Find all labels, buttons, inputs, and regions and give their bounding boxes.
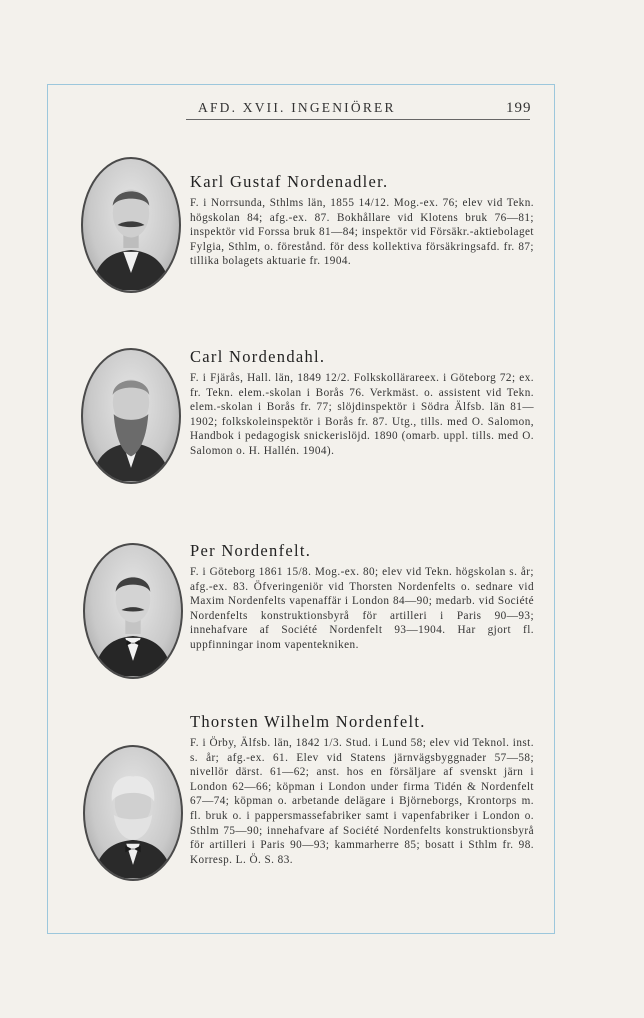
entry-thorsten-wilhelm-nordenfelt — [190, 712, 534, 867]
entry-name: Carl Nordendahl. — [190, 347, 326, 366]
entry-name: Thorsten Wilhelm Nordenfelt. — [190, 712, 426, 731]
section-title: AFD. XVII. INGENIÖRER — [198, 100, 396, 115]
entry-biography: F. i Fjärås, Hall. län, 1849 12/2. Folkskollärareex. i Göteborg 72; ex. fr. Tekn. elem.-skolan i Borås 76. Verkmäst. o. assistent vid Tekn. elem.-skolan i Borås fr. 77; slöjdinspektör i Södra Älfsb. län 81—1902; folkskoleinspektör i Borås fr. 87. Utg., tills. med O. Salomon, Handbok i pedagogisk snickerislöjd. 1890 (omarb. uppl. tills. med O. Salomon o. H. Hallén. 1904). — [190, 372, 534, 457]
portrait-thorsten-wilhelm-nordenfelt — [83, 745, 183, 881]
entry-name: Karl Gustaf Nordenadler. — [190, 172, 389, 191]
entry-biography: F. i Norrsunda, Sthlms län, 1855 14/12. Mog.-ex. 76; elev vid Tekn. högskolan 84; afg.-ex. 87. Bokhållare vid Klotens bruk 76—81; inspektör vid Forssa bruk 81—84; inspektör vid Försäkr.-aktiebolaget Fylgia, Sthlm, o. förestånd. för dess kollektiva försäkringsafd. fr. 87; tillika bolagets aktuarie fr. 1904. — [190, 197, 534, 268]
header-rule — [186, 119, 530, 120]
entry-per-nordenfelt — [190, 541, 534, 653]
page-number: 199 — [506, 100, 532, 116]
portrait-karl-gustaf-nordenadler — [81, 157, 181, 293]
portrait-image — [85, 545, 181, 677]
entry-biography: F. i Örby, Älfsb. län, 1842 1/3. Stud. i Lund 58; elev vid Teknol. inst. s. år; afg.-ex. 61. Elev vid Statens järnvägsbyggnader 57—58; nivellör därst. 61—62; anst. hos en försäljare af svenskt järn i London 62—66; köpman i London under firma Tidén & Nordenfelt 67—74; köpman o. arbetande delägare i Björneborgs, Krontorps m. fl. bruk o. i pappersmassefabriker samt i vapenfabriker i London o. Sthlm 75—90; innehafvare af Société Nordenfelts konstruktionsbyrå för artilleri i Paris 90—93; kammarherre 85; bosatt i Sthlm fr. 98. Korresp. L. Ö. S. 83. — [190, 737, 534, 866]
portrait-image — [83, 159, 179, 291]
running-header — [186, 100, 586, 120]
entry-biography: F. i Göteborg 1861 15/8. Mog.-ex. 80; elev vid Tekn. högskolan s. år; afg.-ex. 83. Öfveringeniör vid Thorsten Nordenfelts o. sednare vid Maxim Nordenfelts vapenaffär i London 84—90; medarb. vid Société Nordenfelts konstruktionsbyrå för artilleri i Paris 90—93; innehafvare af Société Nordenfelt 93—1904. Har gjort fl. uppfinningar inom vapentekniken. — [190, 566, 534, 651]
entry-karl-gustaf-nordenadler — [190, 172, 534, 269]
portrait-carl-nordendahl — [81, 348, 181, 484]
entry-name: Per Nordenfelt. — [190, 541, 312, 560]
portrait-image — [83, 350, 179, 482]
portrait-image — [85, 747, 181, 879]
entry-carl-nordendahl — [190, 347, 534, 459]
portrait-per-nordenfelt — [83, 543, 183, 679]
